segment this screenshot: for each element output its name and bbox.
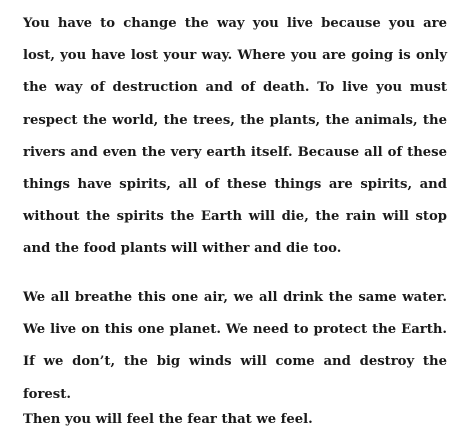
paragraph-change-your-way: You have to change the way you live because you are lost, you have lost your way. Where you are going is only the way of destruction and of death. To live you must respect the world, the trees, the plants, the animals, the rivers and even the very earth itself. Because all of these things have spirits, all of these things are spirits, and without the spirits the Earth will die, the rain will stop and the food plants will wither and die too. <box>23 16 447 257</box>
paragraph-feel-the-fear: Then you will feel the fear that we feel. <box>23 412 313 427</box>
paragraph-protect-the-earth: We all breathe this one air, we all drink the same water. We live on this one planet. We need to protect the Earth. If we don’t, the big winds will come and destroy the forest. <box>23 290 447 402</box>
